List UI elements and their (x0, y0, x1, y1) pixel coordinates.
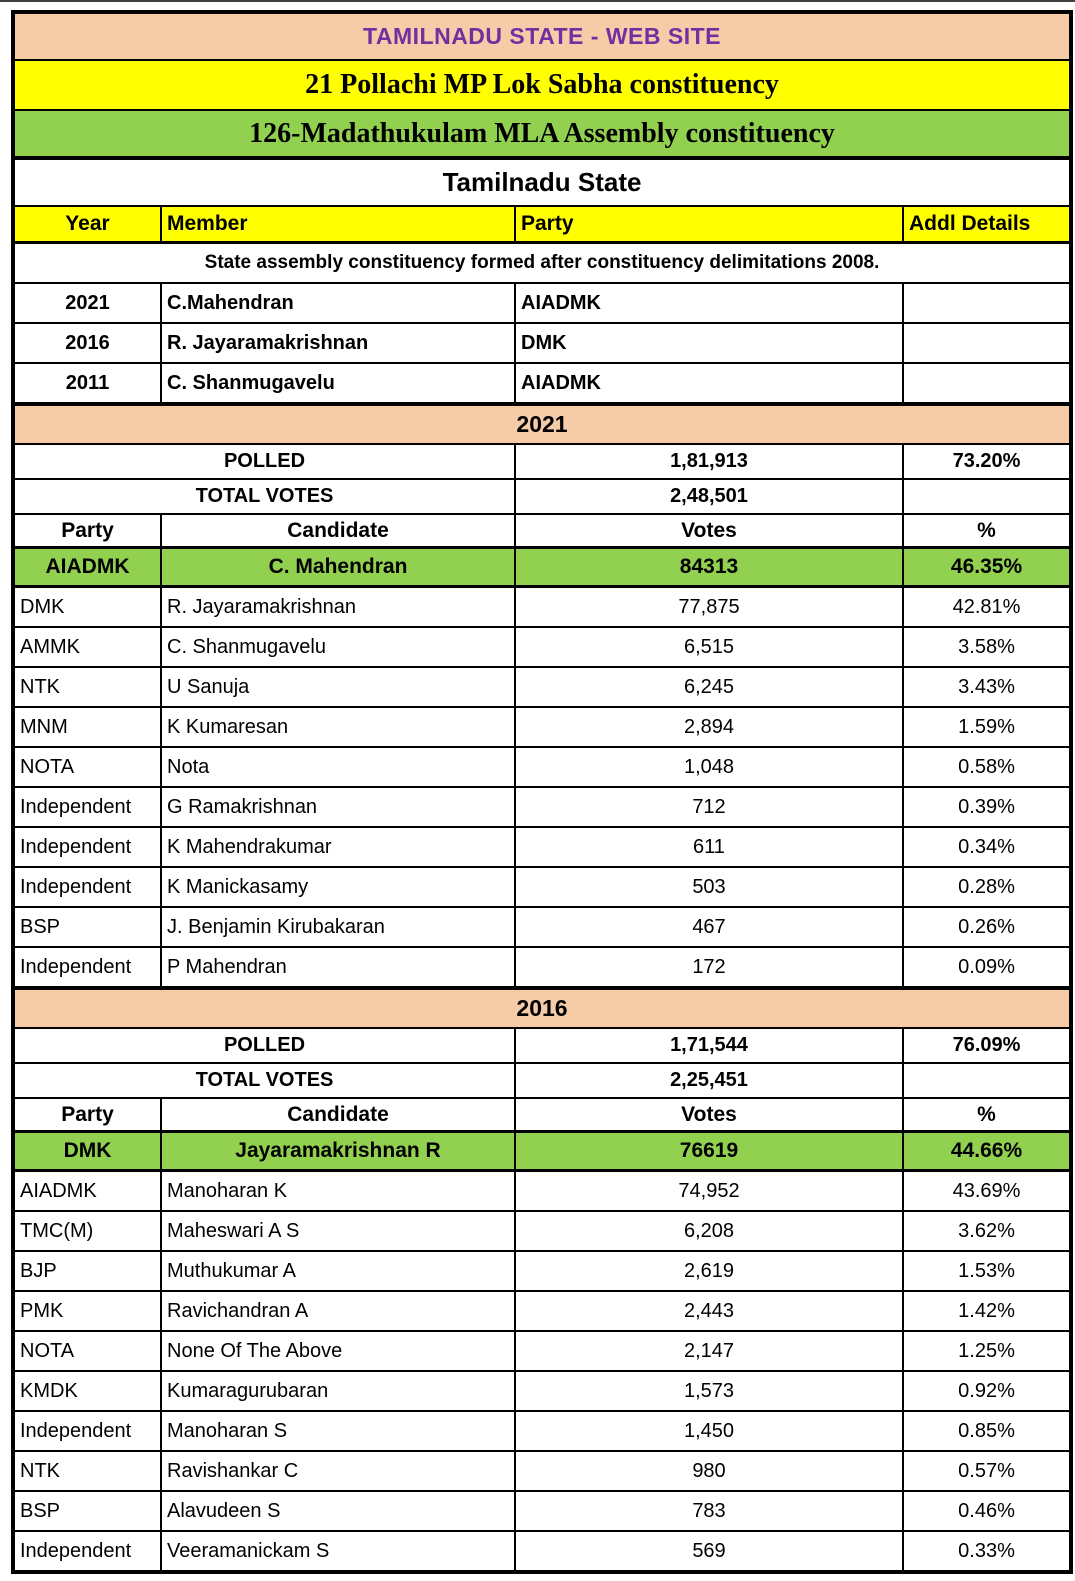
member-year: 2021 (13, 283, 161, 323)
candidate-row-party: DMK (13, 587, 161, 628)
candidate-row-candidate: Veeramanickam S (161, 1531, 515, 1572)
winner-candidate: Jayaramakrishnan R (161, 1132, 515, 1171)
candidate-row-candidate: U Sanuja (161, 667, 515, 707)
candidate-row-votes: 783 (515, 1491, 903, 1531)
candidate-row-candidate: C. Shanmugavelu (161, 627, 515, 667)
candidate-row (13, 1171, 1071, 1212)
candidate-row-candidate: Kumaragurubaran (161, 1371, 515, 1411)
polled-label: POLLED (13, 1028, 515, 1063)
candidate-row-votes: 980 (515, 1451, 903, 1491)
candidate-row-votes: 74,952 (515, 1171, 903, 1212)
candidate-row (13, 787, 1071, 827)
candidate-row-candidate: None Of The Above (161, 1331, 515, 1371)
candidate-row (13, 1531, 1071, 1572)
candidate-row-percent: 0.26% (903, 907, 1071, 947)
candidate-row-percent: 0.46% (903, 1491, 1071, 1531)
candidate-row (13, 1331, 1071, 1371)
candidate-row-percent: 0.39% (903, 787, 1071, 827)
polled-percent: 76.09% (903, 1028, 1071, 1063)
polled-votes: 1,81,913 (515, 444, 903, 479)
candidate-row-votes: 2,147 (515, 1331, 903, 1371)
candidate-row-candidate: Manoharan K (161, 1171, 515, 1212)
member-addl (903, 323, 1071, 363)
candidate-row-percent: 0.57% (903, 1451, 1071, 1491)
member-party: AIADMK (515, 363, 903, 404)
candidate-row (13, 1411, 1071, 1451)
mp-constituency-title: 21 Pollachi MP Lok Sabha constituency (13, 60, 1071, 110)
candidate-row-candidate: K Mahendrakumar (161, 827, 515, 867)
candidate-row-percent: 3.62% (903, 1211, 1071, 1251)
candidate-row (13, 1211, 1071, 1251)
candidate-row-candidate: Maheswari A S (161, 1211, 515, 1251)
col-header-addl-details: Addl Details (903, 206, 1071, 243)
election-results-sheet (11, 10, 1073, 1574)
candidate-row (13, 1371, 1071, 1411)
candidate-row-party: KMDK (13, 1371, 161, 1411)
member-name: C.Mahendran (161, 283, 515, 323)
results-header-row (13, 514, 1071, 548)
candidate-row (13, 707, 1071, 747)
candidate-row-votes: 2,443 (515, 1291, 903, 1331)
candidate-row-candidate: G Ramakrishnan (161, 787, 515, 827)
polled-votes: 1,71,544 (515, 1028, 903, 1063)
member-addl (903, 283, 1071, 323)
polled-row (13, 444, 1071, 479)
candidate-row (13, 1491, 1071, 1531)
result-col-candidate: Candidate (161, 514, 515, 548)
result-col-party: Party (13, 514, 161, 548)
candidate-row-votes: 2,894 (515, 707, 903, 747)
candidate-row-candidate: J. Benjamin Kirubakaran (161, 907, 515, 947)
election-year-header: 2016 (13, 988, 1071, 1028)
candidate-row-votes: 712 (515, 787, 903, 827)
title-section (13, 12, 1071, 206)
winner-votes: 84313 (515, 548, 903, 587)
polled-label: POLLED (13, 444, 515, 479)
candidate-row-party: Independent (13, 867, 161, 907)
candidate-row-party: NOTA (13, 1331, 161, 1371)
election-2016-section (13, 988, 1071, 1171)
result-col-candidate: Candidate (161, 1098, 515, 1132)
candidate-row-candidate: K Manickasamy (161, 867, 515, 907)
election-2016-candidate-rows (13, 1171, 1071, 1573)
total-votes-percent (903, 1063, 1071, 1098)
candidate-row-votes: 1,573 (515, 1371, 903, 1411)
total-votes-value: 2,25,451 (515, 1063, 903, 1098)
candidate-row-percent: 1.53% (903, 1251, 1071, 1291)
polled-percent: 73.20% (903, 444, 1071, 479)
candidate-row-percent: 0.92% (903, 1371, 1071, 1411)
polled-row (13, 1028, 1071, 1063)
candidate-row (13, 1291, 1071, 1331)
members-header-row (13, 206, 1071, 243)
candidate-row-percent: 1.59% (903, 707, 1071, 747)
candidate-row-candidate: Muthukumar A (161, 1251, 515, 1291)
member-party: AIADMK (515, 283, 903, 323)
winner-candidate: C. Mahendran (161, 548, 515, 587)
member-year: 2016 (13, 323, 161, 363)
winner-row (13, 1132, 1071, 1171)
candidate-row-candidate: Manoharan S (161, 1411, 515, 1451)
candidate-row (13, 1251, 1071, 1291)
candidate-row (13, 867, 1071, 907)
candidate-row-votes: 2,619 (515, 1251, 903, 1291)
total-votes-label: TOTAL VOTES (13, 1063, 515, 1098)
candidate-row-percent: 1.42% (903, 1291, 1071, 1331)
candidate-row-party: NOTA (13, 747, 161, 787)
member-party: DMK (515, 323, 903, 363)
total-votes-percent (903, 479, 1071, 514)
candidate-row-percent: 0.85% (903, 1411, 1071, 1451)
candidate-row-votes: 6,208 (515, 1211, 903, 1251)
candidate-row-candidate: P Mahendran (161, 947, 515, 988)
candidate-row-votes: 611 (515, 827, 903, 867)
result-col-party: Party (13, 1098, 161, 1132)
mla-constituency-title: 126-Madathukulam MLA Assembly constituency (13, 110, 1071, 158)
candidate-row-party: Independent (13, 827, 161, 867)
candidate-row (13, 587, 1071, 628)
member-name: R. Jayaramakrishnan (161, 323, 515, 363)
candidate-row (13, 907, 1071, 947)
total-votes-label: TOTAL VOTES (13, 479, 515, 514)
candidate-row-percent: 0.58% (903, 747, 1071, 787)
constituency-results-table (11, 10, 1073, 1574)
total-votes-value: 2,48,501 (515, 479, 903, 514)
winner-votes: 76619 (515, 1132, 903, 1171)
candidate-row-party: AMMK (13, 627, 161, 667)
col-header-year: Year (13, 206, 161, 243)
candidate-row-party: NTK (13, 1451, 161, 1491)
winner-percent: 46.35% (903, 548, 1071, 587)
result-col-votes: Votes (515, 514, 903, 548)
winner-percent: 44.66% (903, 1132, 1071, 1171)
site-title: TAMILNADU STATE - WEB SITE (13, 12, 1071, 60)
candidate-row-votes: 569 (515, 1531, 903, 1572)
winner-party: AIADMK (13, 548, 161, 587)
result-col-percent: % (903, 514, 1071, 548)
candidate-row-party: Independent (13, 947, 161, 988)
result-col-votes: Votes (515, 1098, 903, 1132)
member-addl (903, 363, 1071, 404)
member-year: 2011 (13, 363, 161, 404)
candidate-row-candidate: Alavudeen S (161, 1491, 515, 1531)
candidate-row-party: BJP (13, 1251, 161, 1291)
candidate-row-percent: 0.33% (903, 1531, 1071, 1572)
candidate-row-votes: 172 (515, 947, 903, 988)
candidate-row-votes: 1,450 (515, 1411, 903, 1451)
member-row (13, 283, 1071, 323)
candidate-row-votes: 6,515 (515, 627, 903, 667)
total-votes-row (13, 1063, 1071, 1098)
candidate-row (13, 747, 1071, 787)
candidate-row-percent: 42.81% (903, 587, 1071, 628)
candidate-row-percent: 0.09% (903, 947, 1071, 988)
candidate-row-votes: 467 (515, 907, 903, 947)
candidate-row-votes: 1,048 (515, 747, 903, 787)
candidate-row (13, 627, 1071, 667)
member-row (13, 323, 1071, 363)
candidate-row-percent: 0.28% (903, 867, 1071, 907)
candidate-row-candidate: R. Jayaramakrishnan (161, 587, 515, 628)
member-name: C. Shanmugavelu (161, 363, 515, 404)
candidate-row-candidate: Nota (161, 747, 515, 787)
candidate-row-party: NTK (13, 667, 161, 707)
candidate-row (13, 1451, 1071, 1491)
candidate-row-percent: 3.58% (903, 627, 1071, 667)
candidate-row-party: MNM (13, 707, 161, 747)
state-title: Tamilnadu State (13, 158, 1071, 206)
candidate-row-votes: 77,875 (515, 587, 903, 628)
candidate-row-candidate: K Kumaresan (161, 707, 515, 747)
winner-row (13, 548, 1071, 587)
candidate-row-percent: 3.43% (903, 667, 1071, 707)
candidate-row-party: Independent (13, 1411, 161, 1451)
election-2021-section (13, 404, 1071, 587)
window-top-edge (0, 0, 1075, 2)
candidate-row (13, 667, 1071, 707)
candidate-row-party: BSP (13, 1491, 161, 1531)
candidate-row-party: AIADMK (13, 1171, 161, 1212)
candidate-row-percent: 0.34% (903, 827, 1071, 867)
candidate-row-votes: 503 (515, 867, 903, 907)
result-col-percent: % (903, 1098, 1071, 1132)
candidate-row-percent: 1.25% (903, 1331, 1071, 1371)
candidate-row-percent: 43.69% (903, 1171, 1071, 1212)
col-header-member: Member (161, 206, 515, 243)
members-history-section (13, 206, 1071, 404)
candidate-row-party: TMC(M) (13, 1211, 161, 1251)
candidate-row-party: Independent (13, 1531, 161, 1572)
candidate-row-party: BSP (13, 907, 161, 947)
results-header-row (13, 1098, 1071, 1132)
election-year-header: 2021 (13, 404, 1071, 444)
candidate-row (13, 947, 1071, 988)
col-header-party: Party (515, 206, 903, 243)
candidate-row-votes: 6,245 (515, 667, 903, 707)
candidate-row-candidate: Ravishankar C (161, 1451, 515, 1491)
candidate-row-candidate: Ravichandran A (161, 1291, 515, 1331)
total-votes-row (13, 479, 1071, 514)
candidate-row-party: Independent (13, 787, 161, 827)
election-2021-candidate-rows (13, 587, 1071, 989)
candidate-row (13, 827, 1071, 867)
candidate-row-party: PMK (13, 1291, 161, 1331)
member-row (13, 363, 1071, 404)
winner-party: DMK (13, 1132, 161, 1171)
delimitation-note: State assembly constituency formed after constituency delimitations 2008. (13, 243, 1071, 284)
